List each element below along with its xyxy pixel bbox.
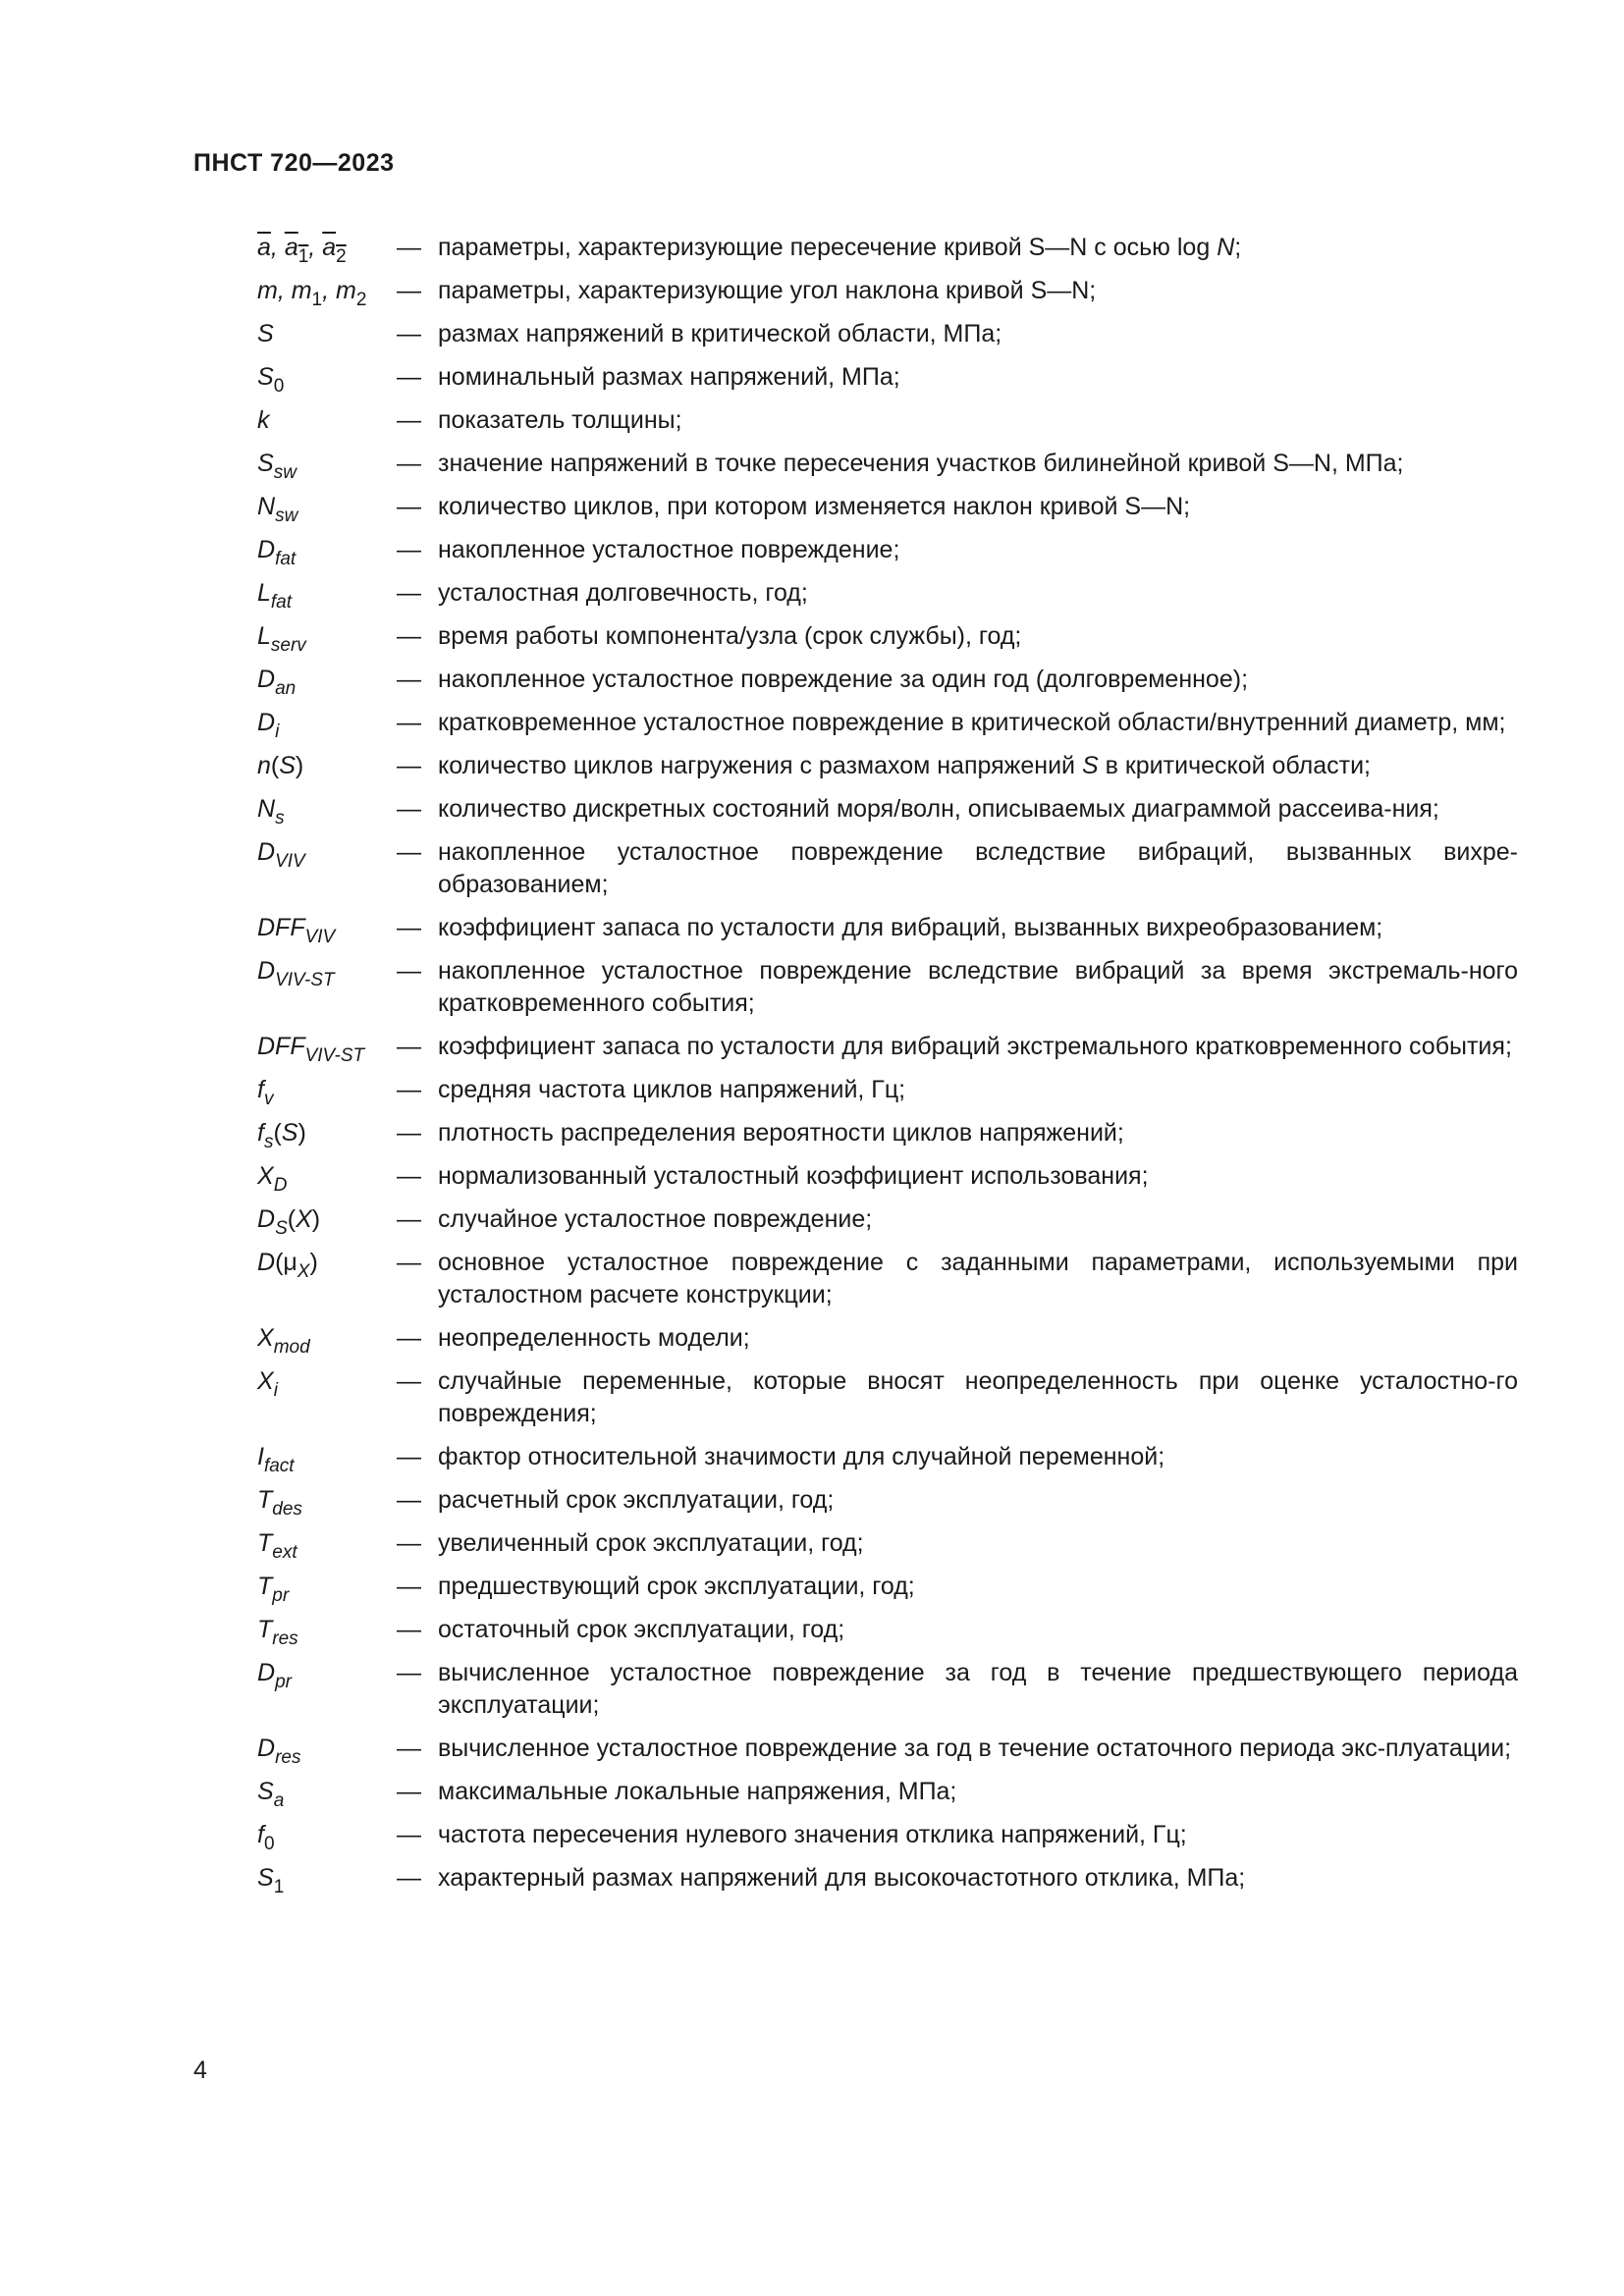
symbol-description: время работы компонента/узла (срок службы), год; [438, 622, 1022, 650]
symbol-xd: $X_D$ [257, 1162, 288, 1196]
symbol-description: усталостная долговечность, год; [438, 579, 808, 607]
symbol-tpr: $T_{pr}$ [257, 1573, 290, 1606]
symbol-a-a1-a2: $\overline{a}$, $a_1$, $a_2$ [257, 234, 347, 267]
symbol-row: $DFF_{VIV-ST}$ — коэффициент запаса по усталости для вибраций экстремального кратковременного события; [257, 1031, 1534, 1063]
symbol-row: $D_{pr}$ — вычисленное усталостное повреждение за год в течение предшествующего периода эксплуатации; [257, 1657, 1534, 1722]
symbol-text: $T_{ext}$ [257, 1529, 298, 1563]
page-number: 4 [193, 2056, 207, 2084]
symbol-description: количество дискретных состояний моря/волн, описываемых диаграммой рассеива-ния; [438, 795, 1439, 823]
symbol-description: плотность распределения вероятности циклов напряжений; [438, 1119, 1124, 1147]
symbol-description: накопленное усталостное повреждение; [438, 536, 900, 563]
symbol-row: $S_1$ — характерный размах напряжений для высокочастотного отклика, МПа; [257, 1862, 1534, 1895]
symbol-lfat: $L_{fat}$ [257, 579, 293, 613]
symbol-d-mux: $D(\mu_X)$ [257, 1249, 318, 1282]
symbol-m-m1-m2: m, $m_1$, $m_2$ [257, 277, 367, 310]
symbol-row: $S_0$ — номинальный размах напряжений, МПа; [257, 361, 1534, 394]
symbol-description: остаточный срок эксплуатации, год; [438, 1616, 845, 1643]
symbol-row: $T_{res}$ — остаточный срок эксплуатации, год; [257, 1614, 1534, 1646]
symbol-dviv: $D_{VIV}$ [257, 838, 305, 872]
symbol-fs-s: $f_s(S)$ [257, 1119, 306, 1152]
symbol-description: накопленное усталостное повреждение вследствие вибраций за время экстремаль-ного кратковременного события; [438, 957, 1518, 1017]
symbol-lserv: $L_{serv}$ [257, 622, 306, 656]
symbol-row: $D_{res}$ — вычисленное усталостное повреждение за год в течение остаточного периода экс-плуатации; [257, 1733, 1534, 1765]
symbol-row: $S_a$ — максимальные локальные напряжения, МПа; [257, 1776, 1534, 1808]
symbol-dviv-st: $D_{VIV-ST}$ [257, 957, 335, 990]
symbol-dan: $D_{an}$ [257, 666, 297, 699]
symbol-row: $S_{sw}$ — значение напряжений в точке пересечения участков билинейной кривой S—N, МПа; [257, 448, 1534, 480]
symbol-row: $T_{des}$ — расчетный срок эксплуатации, год; [257, 1484, 1534, 1517]
symbol-n-s: n(S) [257, 752, 304, 779]
symbol-description: максимальные локальные напряжения, МПа; [438, 1778, 957, 1805]
symbol-row: $L_{serv}$ — время работы компонента/узла (срок службы), год; [257, 620, 1534, 653]
symbol-row: $\overline{a}$, $a_1$, $a_2$ — параметры, характеризующие пересечение кривой S—N с осью log N; [257, 232, 1534, 264]
symbol-row: $f_s(S)$ — плотность распределения вероятности циклов напряжений; [257, 1117, 1534, 1149]
symbol-description: коэффициент запаса по усталости для вибраций, вызванных вихреобразованием; [438, 914, 1383, 941]
symbol-dffviv-st: $DFF_{VIV-ST}$ [257, 1033, 365, 1066]
symbol-nsw: $N_{sw}$ [257, 493, 298, 526]
symbol-description: количество циклов нагружения с размахом напряжений S в критической области; [438, 752, 1371, 779]
symbol-ds-x: $D_S(X)$ [257, 1205, 321, 1239]
symbol-dres: $D_{res}$ [257, 1735, 301, 1768]
symbol-row: $X_D$ — нормализованный усталостный коэффициент использования; [257, 1160, 1534, 1193]
symbol-row: $f_v$ — средняя частота циклов напряжений, Гц; [257, 1074, 1534, 1106]
symbol-description: размах напряжений в критической области, МПа; [438, 320, 1002, 347]
symbol-row: $T_{pr}$ — предшествующий срок эксплуатации, год; [257, 1571, 1534, 1603]
symbol-row: $T_{ext}$ — увеличенный срок эксплуатации, год; [257, 1527, 1534, 1560]
symbol-row: $I_{fact}$ — фактор относительной значимости для случайной переменной; [257, 1441, 1534, 1473]
symbol-description: значение напряжений в точке пересечения участков билинейной кривой S—N, МПа; [438, 450, 1404, 477]
symbol-row: $L_{fat}$ — усталостная долговечность, год; [257, 577, 1534, 610]
symbol-s1: $S_1$ [257, 1864, 285, 1897]
symbol-row: $X_i$ — случайные переменные, которые вносят неопределенность при оценке усталостно-го повреждения; [257, 1365, 1534, 1430]
symbol-description: средняя частота циклов напряжений, Гц; [438, 1076, 906, 1103]
symbol-description: случайные переменные, которые вносят неопределенность при оценке усталостно-го повреждения; [438, 1367, 1518, 1427]
symbol-row: k — показатель толщины; [257, 404, 1534, 437]
symbol-description: частота пересечения нулевого значения отклика напряжений, Гц; [438, 1821, 1187, 1848]
symbols-list [257, 232, 1534, 1905]
symbol-xi: $X_i$ [257, 1367, 278, 1401]
symbol-row: $N_{sw}$ — количество циклов, при котором изменяется наклон кривой S—N; [257, 491, 1534, 523]
symbol-dpr: $D_{pr}$ [257, 1659, 292, 1692]
symbol-row: $DFF_{VIV}$ — коэффициент запаса по усталости для вибраций, вызванных вихреобразованием; [257, 912, 1534, 944]
symbol-description: параметры, характеризующие угол наклона кривой S—N; [438, 277, 1097, 304]
symbol-row: $X_{mod}$ — неопределенность модели; [257, 1322, 1534, 1355]
symbol-description: накопленное усталостное повреждение за один год (долговременное); [438, 666, 1249, 693]
symbol-description: увеличенный срок эксплуатации, год; [438, 1529, 864, 1557]
symbol-description: количество циклов, при котором изменяется наклон кривой S—N; [438, 493, 1191, 520]
symbol-description: показатель толщины; [438, 406, 682, 434]
symbol-row: m, $m_1$, $m_2$ — параметры, характеризующие угол наклона кривой S—N; [257, 275, 1534, 307]
symbol-row: $D_{VIV}$ — накопленное усталостное повреждение вследствие вибраций, вызванных вихре-образованием; [257, 836, 1534, 901]
symbol-s0: $S_0$ [257, 363, 285, 397]
symbol-tres: $T_{res}$ [257, 1616, 298, 1649]
symbol-fv: $f_v$ [257, 1076, 274, 1109]
symbol-description: коэффициент запаса по усталости для вибраций экстремального кратковременного события; [438, 1033, 1512, 1060]
symbol-dffviv: $DFF_{VIV}$ [257, 914, 336, 947]
symbol-row: $D_i$ — кратковременное усталостное повреждение в критической области/внутренний диаметр, мм; [257, 707, 1534, 739]
symbol-description: нормализованный усталостный коэффициент использования; [438, 1162, 1149, 1190]
symbol-description: номинальный размах напряжений, МПа; [438, 363, 900, 391]
symbol-ssw: $S_{sw}$ [257, 450, 297, 483]
symbol-row: $N_s$ — количество дискретных состояний моря/волн, описываемых диаграммой рассеива-ния; [257, 793, 1534, 826]
symbol-f0: $f_0$ [257, 1821, 275, 1854]
symbol-description: характерный размах напряжений для высокочастотного отклика, МПа; [438, 1864, 1246, 1892]
symbol-di: $D_i$ [257, 709, 280, 742]
symbol-row: $D_{VIV-ST}$ — накопленное усталостное повреждение вследствие вибраций за время экстремаль-ного кратковременного события; [257, 955, 1534, 1020]
symbol-description: вычисленное усталостное повреждение за год в течение остаточного периода экс-плуатации; [438, 1735, 1512, 1762]
symbol-row: $D_S(X)$ — случайное усталостное повреждение; [257, 1203, 1534, 1236]
symbol-row: n(S) — количество циклов нагружения с размахом напряжений S в критической области; [257, 750, 1534, 782]
symbol-description: неопределенность модели; [438, 1324, 750, 1352]
symbol-row: $f_0$ — частота пересечения нулевого значения отклика напряжений, Гц; [257, 1819, 1534, 1851]
symbol-description: случайное усталостное повреждение; [438, 1205, 873, 1233]
symbol-ns: $N_s$ [257, 795, 285, 828]
symbol-description: кратковременное усталостное повреждение в критической области/внутренний диаметр, мм; [438, 709, 1506, 736]
symbol-ifact: $I_{fact}$ [257, 1443, 295, 1476]
symbol-sa: $S_a$ [257, 1778, 285, 1811]
symbol-s: S [257, 320, 274, 347]
symbol-description: вычисленное усталостное повреждение за год в течение предшествующего периода эксплуатации; [438, 1659, 1518, 1719]
symbol-row: $D(\mu_X)$ — основное усталостное повреждение с заданными параметрами, используемыми при усталостном расчете конструкции; [257, 1247, 1534, 1311]
symbol-tdes: $T_{des}$ [257, 1486, 302, 1520]
symbol-description: фактор относительной значимости для случайной переменной; [438, 1443, 1165, 1470]
symbol-xmod: $X_{mod}$ [257, 1324, 310, 1358]
symbol-dfat: $D_{fat}$ [257, 536, 297, 569]
document-header: ПНСТ 720—2023 [193, 149, 395, 177]
symbol-k: k [257, 406, 270, 434]
symbol-description: расчетный срок эксплуатации, год; [438, 1486, 835, 1514]
symbol-description: накопленное усталостное повреждение вследствие вибраций, вызванных вихре-образованием; [438, 838, 1518, 898]
symbol-row: $D_{fat}$ — накопленное усталостное повреждение; [257, 534, 1534, 566]
symbol-row: $D_{an}$ — накопленное усталостное повреждение за один год (долговременное); [257, 664, 1534, 696]
symbol-description: параметры, характеризующие пересечение кривой S—N с осью log N; [438, 234, 1242, 261]
symbol-description: основное усталостное повреждение с заданными параметрами, используемыми при усталостном расчете конструкции; [438, 1249, 1518, 1308]
symbol-description: предшествующий срок эксплуатации, год; [438, 1573, 915, 1600]
symbol-row: S — размах напряжений в критической области, МПа; [257, 318, 1534, 350]
